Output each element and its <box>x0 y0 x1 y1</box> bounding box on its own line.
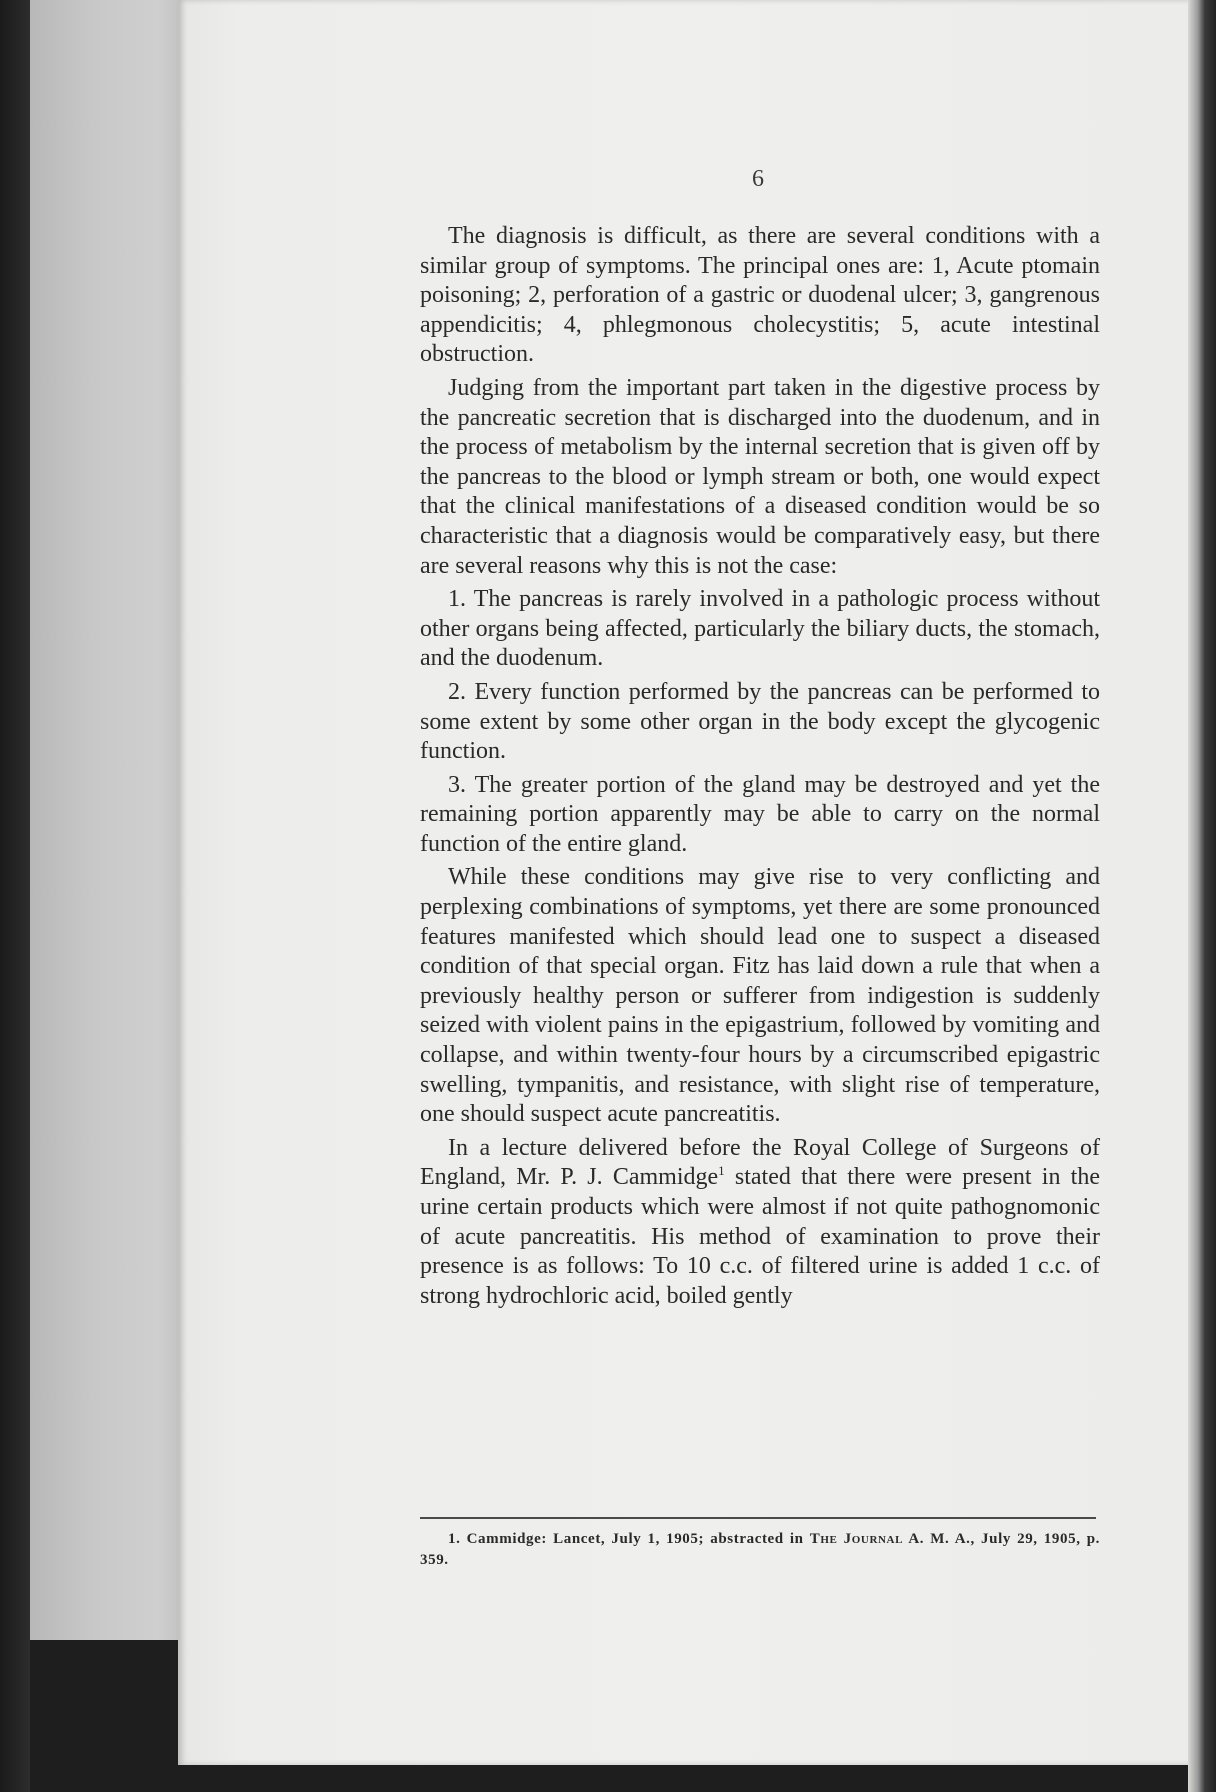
body-text <box>420 222 1100 1315</box>
footnote-journal: The Journal <box>809 1531 904 1547</box>
paragraph-lecture <box>420 1134 1100 1312</box>
footnote-reference: 1 <box>718 1163 725 1179</box>
paragraph-diagnosis: The diagnosis is difficult, as there are several conditions with a similar group of symptoms. The principal ones are: 1, Acute ptomain poisoning; 2, perforation of a gastric or duodenal ulcer; 3, gangrenous appendicitis; 4, phlegmonous cholecystitis; 5, acute intestinal obstruction. <box>420 223 1100 368</box>
page-edge <box>1188 0 1216 1792</box>
footnote-1 <box>420 1529 1100 1571</box>
paragraph-conditions: While these conditions may give rise to very conflicting and perplexing combinations of symptoms, yet there are some pronounced features manifested which should lead one to suspect a diseased condition of that special organ. Fitz has laid down a rule that when a previously healthy person or sufferer from indigestion is suddenly seized with violent pains in the epigastrium, followed by vomiting and collapse, and within twenty-four hours by a circumscribed epigastric swelling, tympanitis, and resistance, with slight rise of temperature, one should suspect acute pancreatitis. <box>420 864 1100 1128</box>
paragraph-judging: Judging from the important part taken in the digestive process by the pancreatic secretion that is discharged into the duodenum, and in the process of metabolism by the internal secretion that is given off by the pancreas to the blood or lymph stream or both, one would expect that the clinical manifestations of a diseased condition would be so characteristic that a diagnosis would be comparatively easy, but there are several reasons why this is not the case: <box>420 374 1100 579</box>
lecture-text-end: stated that there were present in the urine certain products which were almost if not quite pathognomonic of acute pancreatitis. His method of examination to prove their presence is as follows: To 10 c.c. of filtered urine is added 1 c.c. of strong hydrochloric acid, boiled gently <box>420 1164 1100 1309</box>
footnote <box>420 1529 1100 1571</box>
footnote-citation-end: A. M. A., July 29, 1905, p. 359. <box>420 1531 1101 1568</box>
paragraph-reason-2: 2. Every function performed by the pancreas can be performed to some extent by some other organ in the body except the glycogenic function. <box>420 678 1100 765</box>
footnote-citation: 1. Cammidge: Lancet, July 1, 1905; abstracted in <box>448 1531 810 1547</box>
paragraph-reason-3: 3. The greater portion of the gland may be destroyed and yet the remaining portion apparently may be able to carry on the normal function of the entire gland. <box>420 771 1100 857</box>
page-number: 6 <box>752 166 765 192</box>
paragraph-reason-1: 1. The pancreas is rarely involved in a pathologic process without other organs being affected, particularly the biliary ducts, the stomach, and the duodenum. <box>420 586 1100 672</box>
footnote-divider <box>420 1517 1096 1519</box>
lecture-text-start: In a lecture delivered before the Royal College of Surgeons of England, Mr. P. J. Cammidge <box>420 1134 1100 1191</box>
backing-board <box>30 0 190 1640</box>
